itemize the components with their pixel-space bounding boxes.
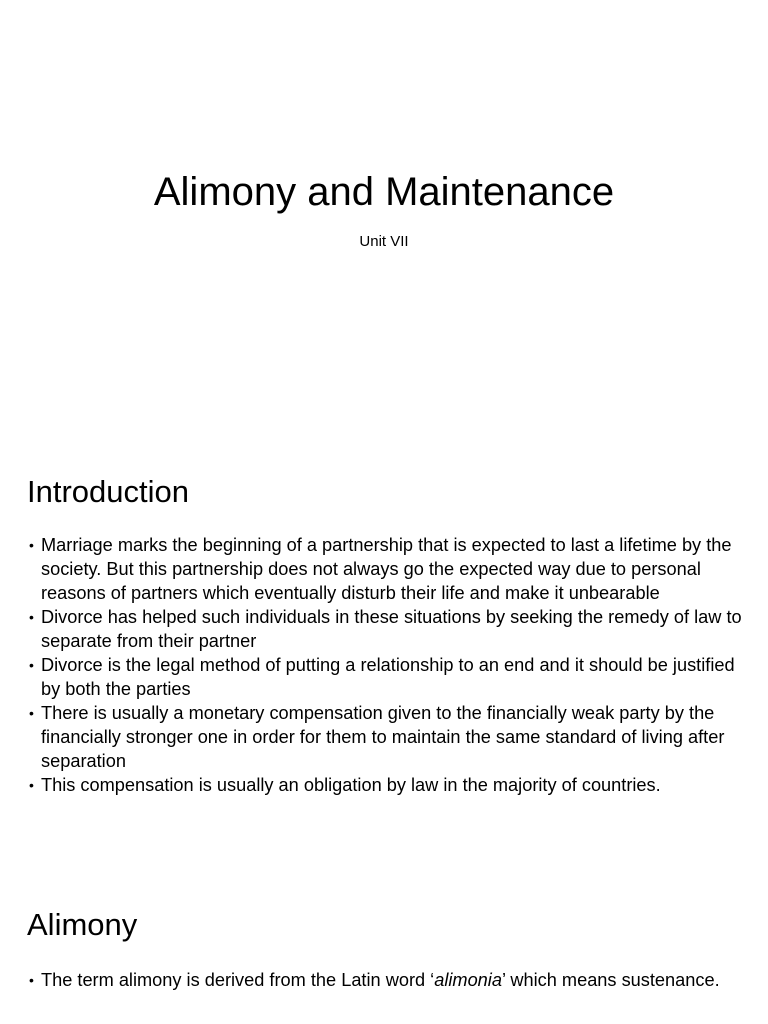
presentation-title: Alimony and Maintenance <box>153 170 615 214</box>
introduction-bullet-5 <box>29 773 757 797</box>
bullet-text: This compensation is usually an obligation by law in the majority of countries. <box>41 775 661 795</box>
bullet-icon: • <box>29 705 34 721</box>
alimony-slide <box>0 868 768 1024</box>
introduction-bullet-2 <box>29 605 757 653</box>
bullet-text-before: The term alimony is derived from the Latin word ‘ <box>41 970 435 990</box>
introduction-slide <box>0 432 768 856</box>
introduction-heading: Introduction <box>27 474 189 509</box>
bullet-icon: • <box>29 537 34 553</box>
alimony-bullet-list <box>29 967 757 994</box>
presentation-subtitle: Unit VII <box>359 233 409 250</box>
introduction-bullet-1 <box>29 533 757 605</box>
title-slide <box>0 0 768 432</box>
alimony-bullet-1 <box>29 967 757 994</box>
bullet-icon: • <box>29 609 34 625</box>
alimony-heading: Alimony <box>27 907 138 942</box>
introduction-bullet-list <box>29 533 757 797</box>
bullet-text-after: ’ which means sustenance. <box>501 970 720 990</box>
bullet-text-italic-term: alimonia <box>434 970 502 990</box>
bullet-icon: • <box>29 777 34 793</box>
introduction-bullet-4 <box>29 701 757 773</box>
bullet-icon: • <box>29 657 34 673</box>
bullet-text: Divorce is the legal method of putting a relationship to an end and it should be justified by both the parties <box>41 655 735 699</box>
bullet-text: There is usually a monetary compensation given to the financially weak party by the financially stronger one in order for them to maintain the same standard of living after separation <box>41 703 725 771</box>
bullet-text: Marriage marks the beginning of a partnership that is expected to last a lifetime by the society. But this partnership does not always go the expected way due to personal reasons of partners which eventually disturb their life and make it unbearable <box>41 535 732 603</box>
bullet-text: Divorce has helped such individuals in these situations by seeking the remedy of law to separate from their partner <box>41 607 742 651</box>
introduction-bullet-3 <box>29 653 757 701</box>
bullet-icon: • <box>29 972 34 988</box>
